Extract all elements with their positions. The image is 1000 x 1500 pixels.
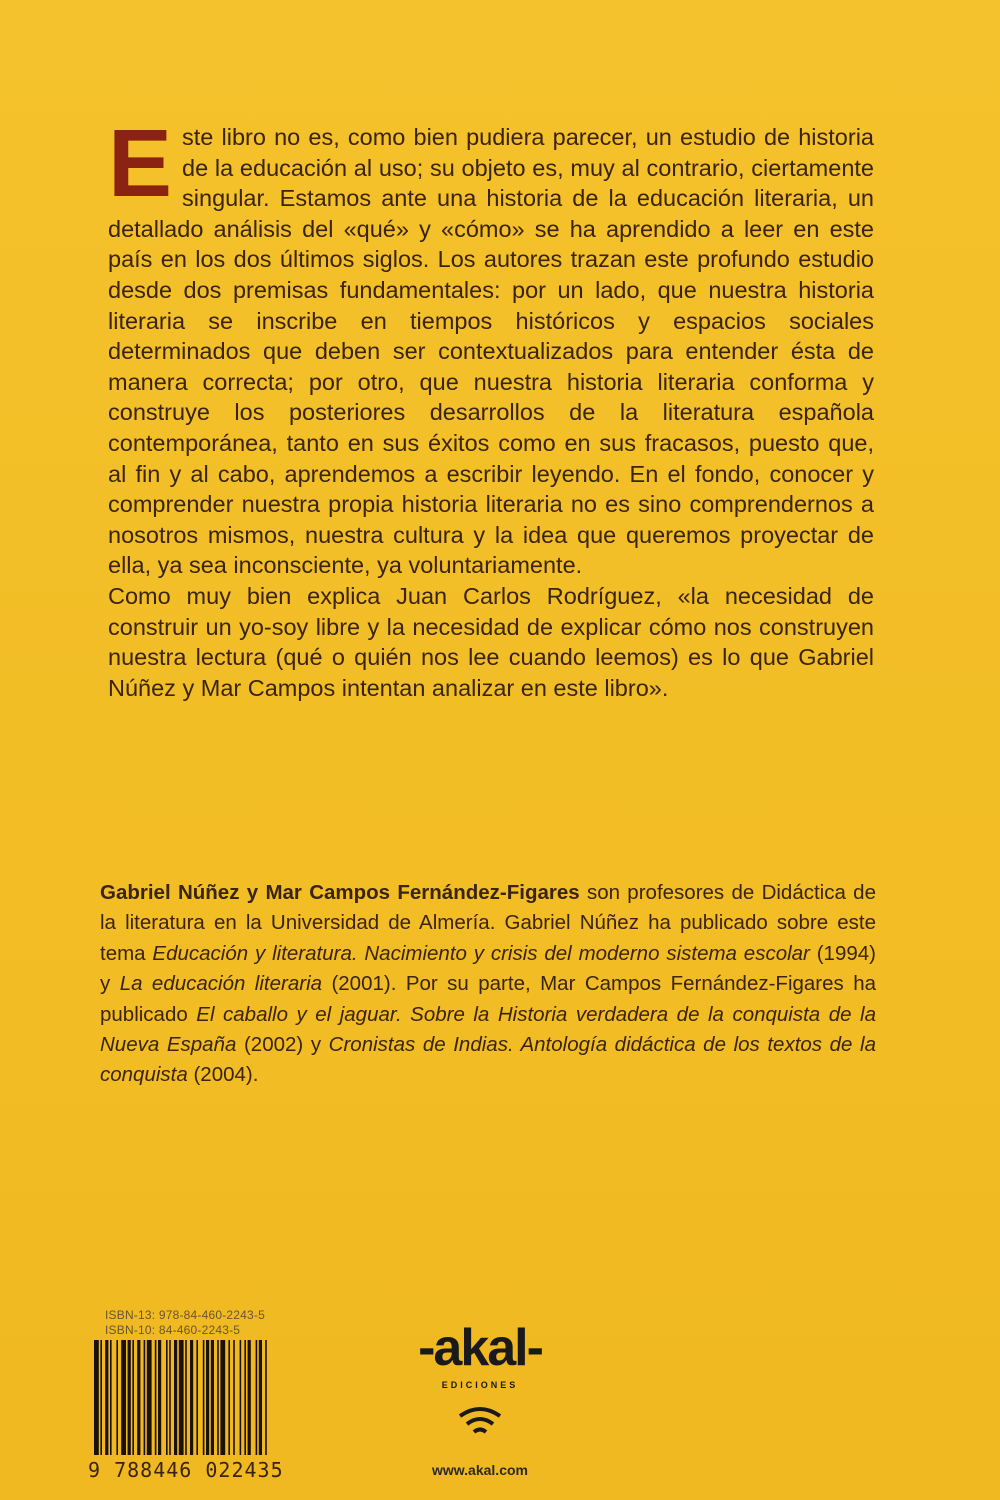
akal-logo <box>405 1318 555 1468</box>
isbn-13: ISBN-13: 978-84-460-2243-5 <box>105 1308 265 1322</box>
blurb-paragraph-2: Como muy bien explica Juan Carlos Rodríguez, «la necesidad de construir un yo-soy libre y la necesidad de explicar cómo nos construyen nuestra lectura (qué o quién nos lee cuando leemos) es lo que Gabriel Núñez y Mar Campos intentan analizar en este libro». <box>108 582 874 701</box>
blurb-text <box>108 110 874 703</box>
bio-text-5: (2004). <box>187 1063 259 1087</box>
book-title-2: La educación literaria <box>119 972 323 996</box>
bio-text-2: (1994) y <box>100 941 876 996</box>
book-title-4: Cronistas de Indias. Antología didáctica de los textos de la conquista <box>100 1033 876 1087</box>
blurb-paragraph-1-text: ste libro no es, como bien pudiera parecer, un estudio de historia de la educación al uso; su objeto es, muy al contrario, ciertamente singular. Estamos ante una historia de la educación literaria, un detallado análisis del «qué» y «cómo» se ha aprendido a leer en este país en los dos últimos siglos. Los autores trazan este profundo estudio desde dos premisas fundamentales: por un lado, que nuestra historia literaria se inscribe en tiempos históricos y espacios sociales determinados que deben ser contextualizados para entender ésta de manera correcta; por otro, que nuestra historia literaria conforma y construye los posteriores desarrollos de la literatura española contemporánea, tanto en sus éxitos como en sus fracasos, puesto que, al fin y al cabo, aprendemos a escribir leyendo. En el fondo, conocer y comprender nuestra propia historia literaria no es sino comprendernos a nosotros mismos, nuestra cultura y la idea que queremos proyectar de ella, ya sea inconsciente, ya voluntariamente. <box>108 124 874 579</box>
author-names: Gabriel Núñez y Mar Campos Fernández-Figares <box>100 881 580 904</box>
drop-cap: E <box>108 110 173 217</box>
book-title-3: El caballo y el jaguar. Sobre la Historia verdadera de la conquista de la Nueva España <box>100 1002 876 1057</box>
wifi-arc-icon <box>405 1318 555 1468</box>
barcode-bars <box>88 1340 338 1455</box>
logo-wordmark: -akal- <box>418 1319 542 1377</box>
authors-bio <box>100 878 876 1091</box>
bio-text-1: son profesores de Didáctica de la literatura en la Universidad de Almería. Gabriel Núñez ha publicado sobre este tema <box>100 881 876 965</box>
barcode-number: 9 788446 022435 <box>88 1458 284 1482</box>
logo-subtitle: EDICIONES <box>441 1380 519 1390</box>
blurb-paragraph-1 <box>108 110 874 581</box>
bio-text-4: (2002) y <box>236 1033 329 1057</box>
bio-text-3: (2001). Por su parte, Mar Campos Fernández-Figares ha publicado <box>100 972 877 1026</box>
book-title-1: Educación y literatura. Nacimiento y crisis del moderno sistema escolar <box>152 941 810 965</box>
publisher-url: www.akal.com <box>432 1462 528 1478</box>
isbn-10: ISBN-10: 84-460-2243-5 <box>105 1323 241 1337</box>
